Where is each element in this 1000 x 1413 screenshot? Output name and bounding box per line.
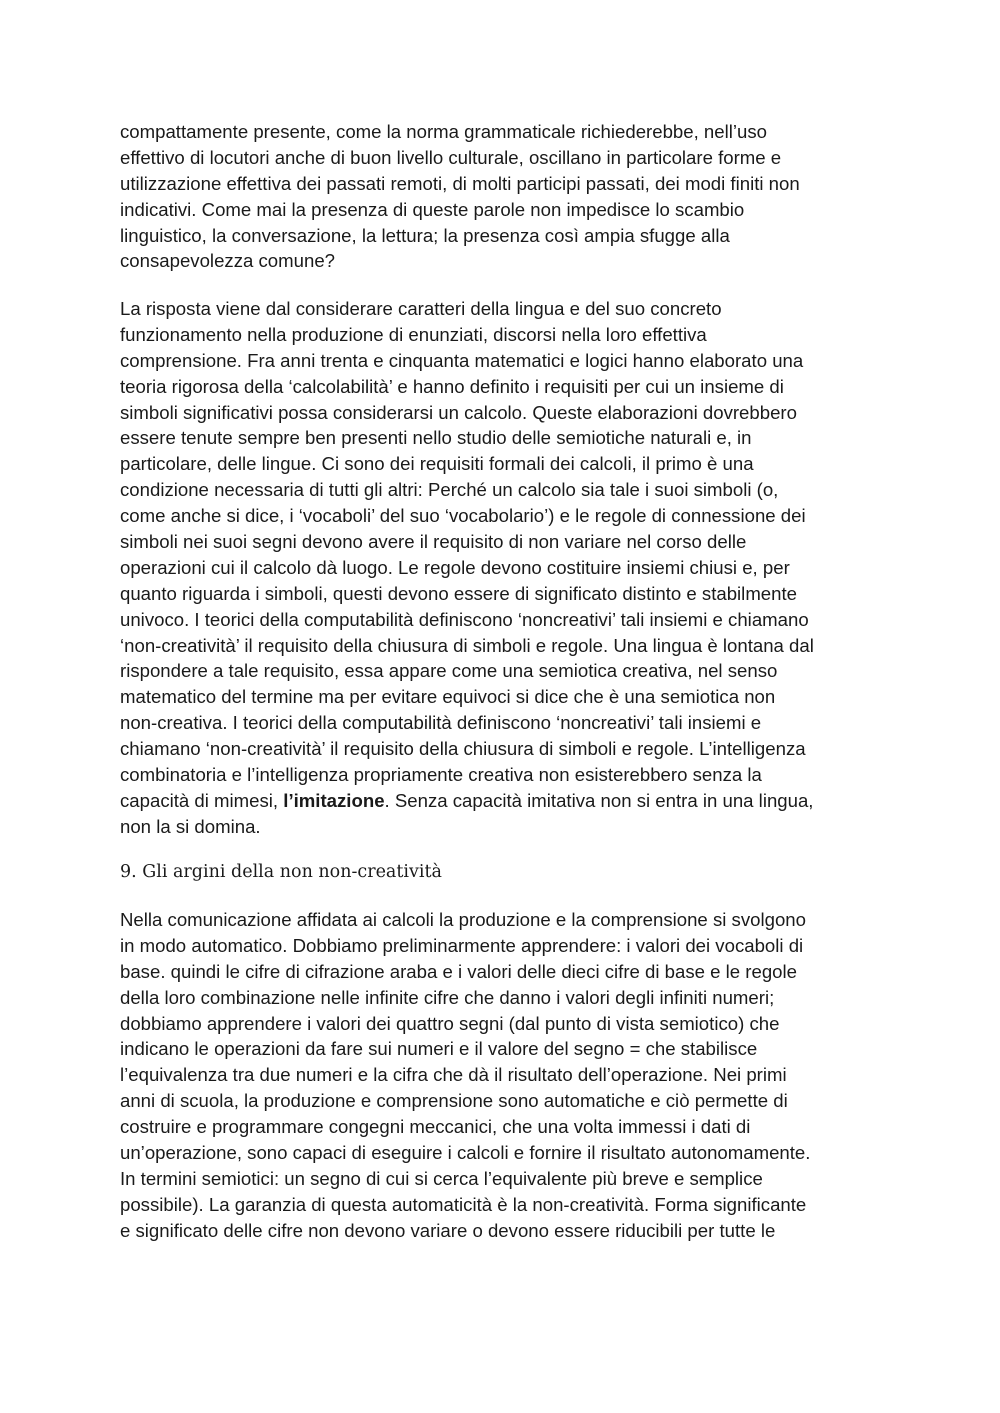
text-line: In termini semiotici: un segno di cui si cerca l’equivalente più breve e semplice — [120, 1167, 763, 1189]
bold-term: l’imitazione — [283, 789, 385, 811]
text-line: indicano le operazioni da fare sui numeri e il valore del segno = che stabilisce — [120, 1038, 758, 1060]
text-line: effettivo di locutori anche di buon livello culturale, oscillano in particolare forme e — [120, 146, 782, 168]
text-line: non la si domina. — [120, 815, 261, 837]
text-line: in modo automatico. Dobbiamo preliminarmente apprendere: i valori dei vocaboli di — [120, 934, 804, 956]
text-line: combinatoria e l’intelligenza propriamente creativa non esisterebbero senza la — [120, 764, 762, 786]
text-line: particolare, delle lingue. Ci sono dei requisiti formali dei calcoli, il primo è una — [120, 453, 754, 475]
text-segment: capacità di mimesi, — [120, 789, 284, 811]
text-line: operazioni cui il calcolo dà luogo. Le regole devono costituire insiemi chiusi e, per — [120, 556, 790, 578]
text-line: simboli significativi possa considerarsi un calcolo. Queste elaborazioni dovrebbero — [120, 401, 797, 423]
text-line: condizione necessaria di tutti gli altri: Perché un calcolo sia tale i suoi simboli (o, — [120, 479, 779, 501]
text-line: ‘non-creatività’ il requisito della chiusura di simboli e regole. Una lingua è lontana dal — [120, 634, 814, 656]
text-line: compattamente presente, come la norma grammaticale richiederebbe, nell’uso — [120, 121, 767, 142]
text-line: teoria rigorosa della ‘calcolabilità’ e hanno definito i requisiti per cui un insieme di — [120, 375, 784, 397]
paragraph-1 — [120, 119, 880, 274]
text-line: anni di scuola, la produzione e comprensione sono automatiche e ciò permette di — [120, 1090, 788, 1112]
paragraph-2 — [120, 296, 880, 840]
text-line — [120, 788, 880, 814]
text-line: simboli nei suoi segni devono avere il requisito di non variare nel corso delle — [120, 531, 747, 553]
text-line: dobbiamo apprendere i valori dei quattro segni (dal punto di vista semiotico) che — [120, 1012, 780, 1034]
text-line: funzionamento nella produzione di enunziati, discorsi nella loro effettiva — [120, 323, 707, 345]
text-line: indicativi. Come mai la presenza di queste parole non impedisce lo scambio — [120, 198, 745, 220]
text-line: univoco. I teorici della computabilità definiscono ‘noncreativi’ tali insiemi e chiamano — [120, 608, 809, 630]
text-line: non-creativa. I teorici della computabilità definiscono ‘noncreativi’ tali insiemi e — [120, 712, 762, 734]
text-line: l’equivalenza tra due numeri e la cifra che dà il risultato dell’operazione. Nei primi — [120, 1064, 787, 1086]
text-line: chiamano ‘non-creatività’ il requisito della chiusura di simboli e regole. L’intelligenza — [120, 738, 806, 760]
text-line: rispondere a tale requisito, essa appare come una semiotica creativa, nel senso — [120, 660, 778, 682]
text-line: quanto riguarda i simboli, questi devono essere di significato distinto e stabilmente — [120, 582, 797, 604]
text-line: La risposta viene dal considerare caratteri della lingua e del suo concreto — [120, 298, 722, 319]
paragraph-3 — [120, 907, 880, 1244]
section-heading: 9. Gli argini della non non-creatività — [120, 862, 442, 882]
text-line: base. quindi le cifre di cifrazione araba e i valori delle dieci cifre di base e le regole — [120, 960, 797, 982]
text-segment: . Senza capacità imitativa non si entra in una lingua, — [384, 789, 814, 811]
text-line: e significato delle cifre non devono variare o devono essere riducibili per tutte le — [120, 1219, 776, 1241]
text-line: linguistico, la conversazione, la lettura; la presenza così ampia sfugge alla — [120, 224, 730, 246]
text-line: consapevolezza comune? — [120, 250, 335, 272]
text-line: possibile). La garanzia di questa automaticità è la non-creatività. Forma significante — [120, 1193, 807, 1215]
text-line: essere tenute sempre ben presenti nello studio delle semiotiche naturali e, in — [120, 427, 752, 449]
text-line: utilizzazione effettiva dei passati remoti, di molti participi passati, dei modi finiti non — [120, 172, 800, 194]
text-line: costruire e programmare congegni meccanici, che una volta immessi i dati di — [120, 1116, 751, 1138]
text-line: della loro combinazione nelle infinite cifre che danno i valori degli infiniti numeri; — [120, 986, 775, 1008]
text-line: matematico del termine ma per evitare equivoci si dice che è una semiotica non — [120, 686, 776, 708]
text-line: un’operazione, sono capaci di eseguire i calcoli e fornire il risultato autonomamente. — [120, 1142, 811, 1164]
text-line: Nella comunicazione affidata ai calcoli la produzione e la comprensione si svolgono — [120, 909, 806, 930]
text-line: comprensione. Fra anni trenta e cinquanta matematici e logici hanno elaborato una — [120, 349, 804, 371]
text-line: come anche si dice, i ‘vocaboli’ del suo ‘vocabolario’) e le regole di connessione dei — [120, 505, 806, 527]
